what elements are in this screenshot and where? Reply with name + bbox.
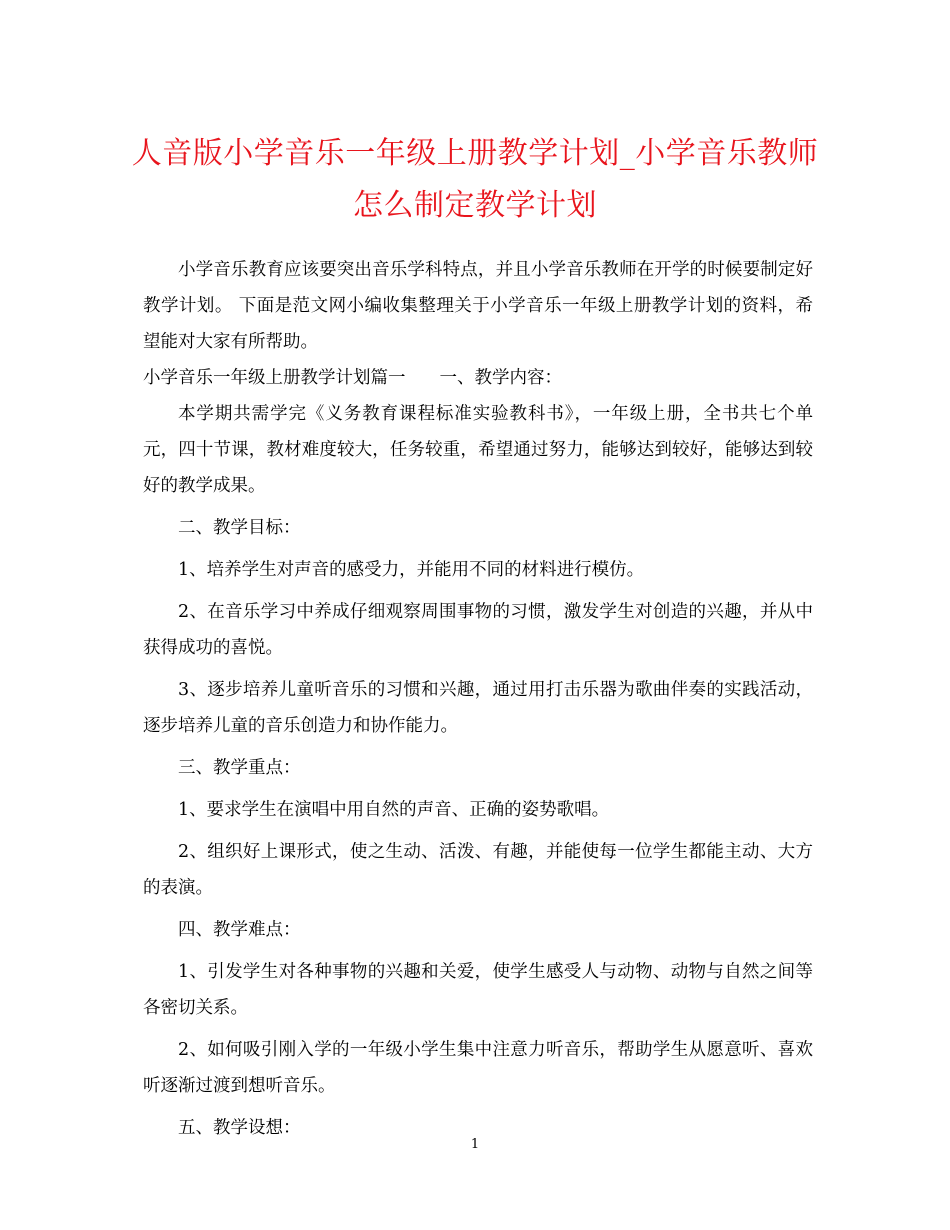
goal-item-3: 3、逐步培养儿童听音乐的习惯和兴趣，通过用打击乐器为歌曲伴奏的实践活动，逐步培养儿童的音乐创造力和协作能力。 <box>143 680 813 736</box>
goal-item-1: 1、培养学生对声音的感受力，并能用不同的材料进行模仿。 <box>178 560 645 580</box>
section-title: 小学音乐一年级上册教学计划篇一 <box>143 368 406 388</box>
design-heading: 五、教学设想： <box>178 1118 301 1138</box>
intro-paragraph: 小学音乐教育应该要突出音乐学科特点，并且小学音乐教师在开学的时候要制定好教学计划。 下面是范文网小编收集整理关于小学音乐一年级上册教学计划的资料，希望能对大家有所帮助。 <box>143 260 813 352</box>
difficulties-heading: 四、教学难点： <box>178 920 301 940</box>
goals-heading: 二、教学目标： <box>178 518 301 538</box>
document-title: 人音版小学音乐一年级上册教学计划_小学音乐教师怎么制定教学计划 <box>131 136 819 223</box>
keypoint-item-1: 1、要求学生在演唱中用自然的声音、正确的姿势歌唱。 <box>178 800 610 820</box>
content-heading: 一、教学内容： <box>439 368 562 388</box>
keypoints-heading: 三、教学重点： <box>178 758 301 778</box>
difficulty-item-1: 1、引发学生对各种事物的兴趣和关爱，使学生感受人与动物、动物与自然之间等各密切关系。 <box>143 962 813 1018</box>
difficulty-item-2: 2、如何吸引刚入学的一年级小学生集中注意力听音乐，帮助学生从愿意听、喜欢听逐渐过渡到想听音乐。 <box>143 1040 813 1096</box>
goal-item-2: 2、在音乐学习中养成仔细观察周围事物的习惯，激发学生对创造的兴趣，并从中获得成功的喜悦。 <box>143 602 813 658</box>
content-paragraph: 本学期共需学完《义务教育课程标准实验教科书》，一年级上册，全书共七个单元，四十节课，教材难度较大，任务较重，希望通过努力，能够达到较好，能够达到较好的教学成果。 <box>143 404 813 496</box>
plan-section-line <box>143 360 813 396</box>
page-number: 1 <box>470 1137 480 1152</box>
keypoint-item-2: 2、组织好上课形式，使之生动、活泼、有趣，并能使每一位学生都能主动、大方的表演。 <box>143 842 813 898</box>
document-body <box>143 252 813 1146</box>
